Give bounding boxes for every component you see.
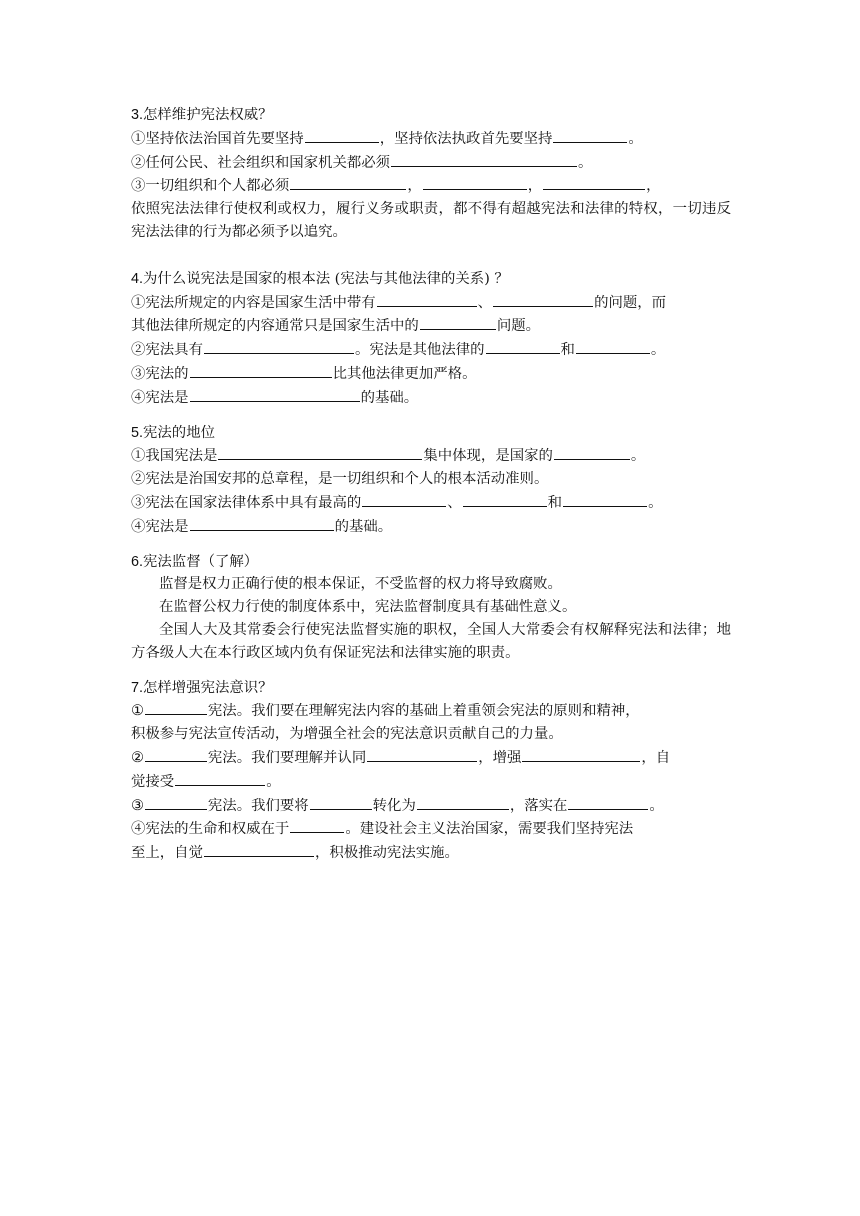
fill-blank[interactable] bbox=[417, 794, 509, 810]
s4-line-5: ④宪法是 的基础。 bbox=[131, 386, 731, 410]
fill-blank[interactable] bbox=[420, 314, 496, 330]
section-4-heading: 4.为什么说宪法是国家的根本法 (宪法与其他法律的关系) ？ bbox=[131, 270, 509, 287]
s7-line-3: ② 宪法。我们要理解并认同 ，增强 ，自 bbox=[131, 746, 731, 770]
fill-blank[interactable] bbox=[377, 291, 477, 307]
fill-blank[interactable] bbox=[486, 338, 560, 354]
fill-blank[interactable] bbox=[543, 174, 645, 190]
section-7-heading: 7.怎样增强宪法意识？ bbox=[131, 679, 273, 696]
fill-blank[interactable] bbox=[463, 491, 547, 507]
section-5 bbox=[131, 422, 731, 539]
fill-blank[interactable] bbox=[290, 174, 406, 190]
fill-blank[interactable] bbox=[145, 746, 207, 762]
worksheet-page bbox=[131, 104, 731, 877]
fill-blank[interactable] bbox=[204, 338, 354, 354]
s3-line-2: ②任何公民、社会组织和国家机关都必须 。 bbox=[131, 151, 731, 175]
fill-blank[interactable] bbox=[568, 794, 648, 810]
s7-line-6: ④宪法的生命和权威在于 。建设社会主义法治国家，需要我们坚持宪法 bbox=[131, 817, 731, 841]
fill-blank[interactable] bbox=[391, 151, 577, 167]
s7-line-4: 觉接受 。 bbox=[131, 770, 731, 794]
fill-blank[interactable] bbox=[493, 291, 593, 307]
fill-blank[interactable] bbox=[367, 746, 477, 762]
fill-blank[interactable] bbox=[423, 174, 527, 190]
section-4 bbox=[131, 268, 731, 410]
s4-line-1: ①宪法所规定的内容是国家生活中带有 、 的问题，而 bbox=[131, 291, 731, 315]
s6-paragraph-3: 全国人大及其常委会行使宪法监督实施的职权，全国人大常委会有权解释宪法和法律；地方各级人大在本行政区域内负有保证宪法和法律实施的职责。 bbox=[131, 621, 731, 661]
fill-blank[interactable] bbox=[362, 491, 446, 507]
section-7 bbox=[131, 677, 731, 865]
section-5-heading: 5.宪法的地位 bbox=[131, 424, 215, 441]
fill-blank[interactable] bbox=[145, 699, 207, 715]
s3-line-3: ③一切组织和个人都必须 ， ， ， bbox=[131, 174, 731, 198]
s3-line-4: 依照宪法法律行使权利或权力，履行义务或职责，都不得有超越宪法和法律的特权，一切违反宪法法律的行为都必须予以追究。 bbox=[131, 201, 731, 240]
fill-blank[interactable] bbox=[290, 817, 344, 833]
s5-line-3: ③宪法在国家法律体系中具有最高的 、 和 。 bbox=[131, 491, 731, 515]
s4-line-4: ③宪法的 比其他法律更加严格。 bbox=[131, 362, 731, 386]
fill-blank[interactable] bbox=[190, 515, 334, 531]
s5-line-1: ①我国宪法是 集中体现，是国家的 。 bbox=[131, 444, 731, 468]
fill-blank[interactable] bbox=[190, 386, 360, 402]
fill-blank[interactable] bbox=[310, 794, 372, 810]
fill-blank[interactable] bbox=[145, 794, 207, 810]
fill-blank[interactable] bbox=[190, 362, 332, 378]
fill-blank[interactable] bbox=[576, 338, 650, 354]
fill-blank[interactable] bbox=[554, 444, 630, 460]
fill-blank[interactable] bbox=[563, 491, 647, 507]
fill-blank[interactable] bbox=[204, 841, 314, 857]
s6-paragraph-1: 监督是权力正确行使的根本保证，不受监督的权力将导致腐败。 bbox=[159, 576, 562, 593]
fill-blank[interactable] bbox=[305, 127, 379, 143]
s5-line-4: ④宪法是 的基础。 bbox=[131, 515, 731, 539]
fill-blank[interactable] bbox=[553, 127, 627, 143]
fill-blank[interactable] bbox=[218, 444, 422, 460]
s5-line-2: ②宪法是治国安邦的总章程，是一切组织和个人的根本活动准则。 bbox=[131, 471, 549, 488]
s3-line-1: ①坚持依法治国首先要坚持 ，坚持依法执政首先要坚持 。 bbox=[131, 127, 731, 151]
fill-blank[interactable] bbox=[522, 746, 640, 762]
s6-paragraph-2: 在监督公权力行使的制度体系中，宪法监督制度具有基础性意义。 bbox=[159, 599, 577, 616]
fill-blank[interactable] bbox=[175, 770, 265, 786]
s7-line-7: 至上，自觉 ，积极推动宪法实施。 bbox=[131, 841, 731, 865]
section-3-heading: 3.怎样维护宪法权威？ bbox=[131, 107, 273, 123]
section-6-heading: 6.宪法监督（了解） bbox=[131, 553, 259, 570]
s7-line-5: ③ 宪法。我们要将 转化为 ，落实在 。 bbox=[131, 794, 731, 818]
section-3 bbox=[131, 104, 731, 244]
section-6 bbox=[131, 551, 731, 665]
s4-line-3: ②宪法具有 。宪法是其他法律的 和 。 bbox=[131, 338, 731, 362]
s4-line-2: 其他法律所规定的内容通常只是国家生活中的 问题。 bbox=[131, 314, 731, 338]
s7-line-2: 积极参与宪法宣传活动，为增强全社会的宪法意识贡献自己的力量。 bbox=[131, 726, 563, 743]
s7-line-1: ① 宪法。我们要在理解宪法内容的基础上着重领会宪法的原则和精神， bbox=[131, 699, 731, 723]
